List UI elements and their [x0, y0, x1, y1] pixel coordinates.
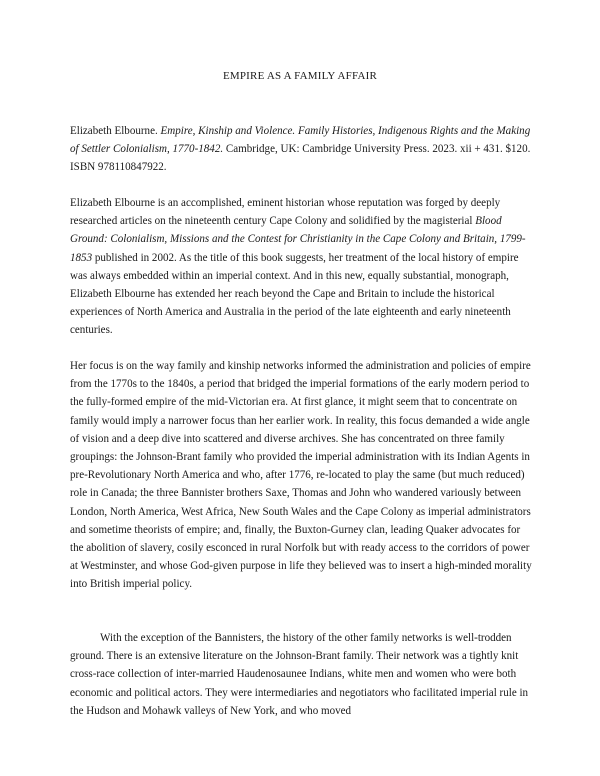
book-citation [70, 122, 532, 177]
citation-author: Elizabeth Elbourne. [70, 125, 158, 137]
citation-publication: Cambridge, UK: Cambridge University Press. 2023. xii + 431. $120. ISBN 978110847922. [70, 143, 531, 174]
paragraph-1-part-2: published in 2002. As the title of this book suggests, her treatment of the local history of empire was always embedded within an imperial context. And in this new, equally substantial, monograph, Elizabeth Elbourne has extended her reach beyond the Cape and Britain to include the historical experiences of North America and Australia in the period of the late eighteenth and early nineteenth centuries. [70, 251, 519, 337]
paragraph-1-italic-title: Blood Ground: Colonialism, Missions and the Contest for Christianity in the Cape Colony and Britain, 1799-1853 [70, 215, 526, 264]
paragraph-1-part-1: Elizabeth Elbourne is an accomplished, eminent historian whose reputation was forged by deeply researched articles on the nineteenth century Cape Colony and solidified by the magisterial [70, 197, 501, 228]
page-title: EMPIRE AS A FAMILY AFFAIR [222, 70, 378, 82]
paragraph-1 [70, 194, 532, 340]
citation-book-title: Empire, Kinship and Violence. Family Histories, Indigenous Rights and the Making of Settler Colonialism, 1770-1842. [70, 125, 531, 156]
paragraph-2: Her focus is on the way family and kinship networks informed the administration and policies of empire from the 1770s to the 1840s, a period that bridged the imperial formations of the early modern period to the fully-formed empire of the mid-Victorian era. At first glance, it might seem that to concentrate on family would imply a narrower focus than her earlier work. In reality, this focus demanded a wide angle of vision and a deep dive into scattered and diverse archives. She has concentrated on three family groupings: the Johnson-Brant family who provided the imperial administration with its Indian Agents in pre-Revolutionary North America and who, after 1776, re-located to play the same (but much reduced) role in Canada; the three Bannister brothers Saxe, Thomas and John who wandered variously between London, North America, West Africa, New South Wales and the Cape Colony as imperial administrators and sometime theorists of empire; and, finally, the Buxton-Gurney clan, leading Quaker advocates for the abolition of slavery, cosily esconced in rural Norfolk but with ready access to the corridors of power at Westminster, and whose God-given purpose in life they believed was to insert a high-minded morality into British imperial policy. [70, 360, 532, 591]
paragraph-3: With the exception of the Bannisters, the history of the other family networks is well-trodden ground. There is an extensive literature on the Johnson-Brant family. Their network was a tightly knit cross-race collection of inter-married Haudenosaunee Indians, white men and women who were both economic and political actors. They were intermediaries and negotiators who facilitated imperial rule in the Hudson and Mohawk valleys of New York, and who moved [70, 632, 529, 717]
